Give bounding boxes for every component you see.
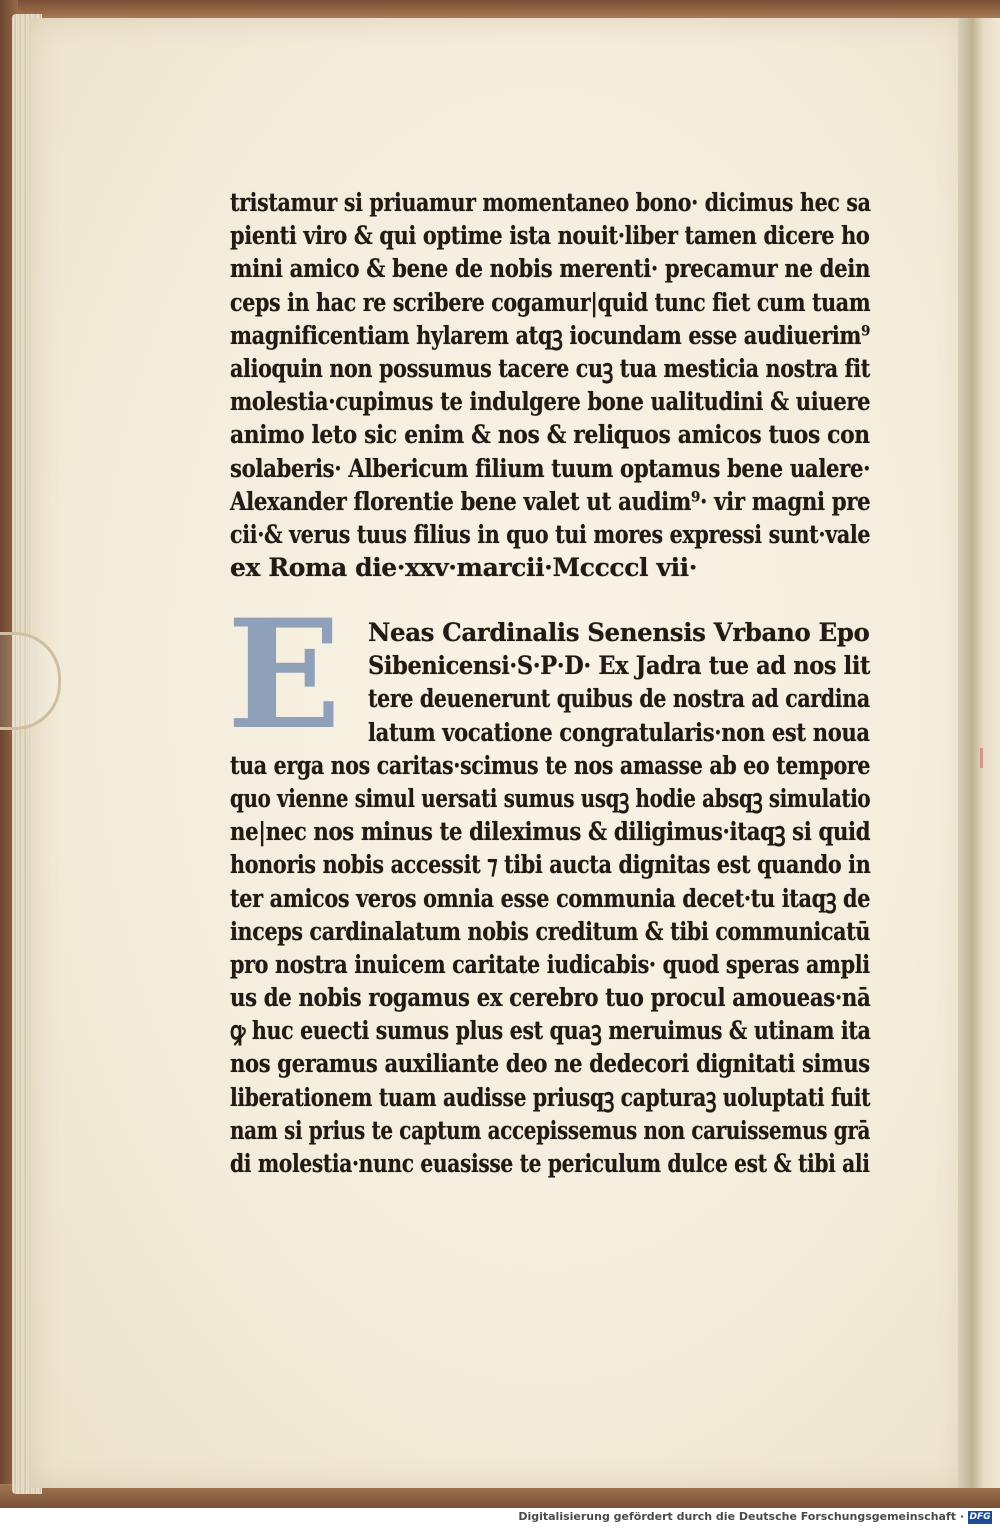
text-line: ꝙ huc euecti sumus plus est quaꝫ meruimus & utinam ita: [230, 1016, 871, 1046]
rubrication-mark: [980, 748, 983, 768]
text-line: nos geramus auxiliante deo ne dedecori dignitati simus: [230, 1049, 870, 1079]
book-gutter: [958, 18, 1000, 1488]
dfg-logo: DFG: [969, 1512, 991, 1522]
text-line: tua erga nos caritas·scimus te nos amasse ab eo tempore: [230, 750, 871, 780]
text-line: us de nobis rogamus ex cerebro tuo procul amoueas·nā: [230, 983, 871, 1013]
text-line: tristamur si priuamur momentaneo bono· dicimus hec sa: [230, 188, 871, 217]
letter-1-text: [230, 186, 870, 584]
text-line: honoris nobis accessit ⁊ tibi aucta dignitas est quando in: [230, 850, 871, 880]
text-line: ter amicos veros omnia esse communia decet·tu itaqꝫ de: [230, 883, 871, 913]
text-line: nam si prius te captum accepissemus non caruissemus grā: [230, 1115, 871, 1145]
text-line: cii·& verus tuus filius in quo tui mores expressi sunt·vale: [230, 519, 871, 549]
text-line: animo leto sic enim & nos & reliquos amicos tuos con: [230, 420, 870, 450]
text-line: solaberis· Albericum filium tuum optamus bene ualere·: [230, 453, 871, 483]
text-line: tere deuenerunt quibus de nostra ad cardina: [368, 684, 870, 714]
funding-credit: Digitalisierung gefördert durch die Deutsche Forschungsgemeinschaft ·: [518, 1510, 964, 1523]
text-line: pro nostra inuicem caritate iudicabis· quod speras ampli: [230, 949, 870, 979]
text-line: Sibenicensi·S·P·D· Ex Jadra tue ad nos lit: [368, 651, 871, 681]
text-line: mini amico & bene de nobis merenti· precamur ne dein: [230, 254, 871, 284]
digitization-footer: [0, 1508, 1000, 1528]
text-line: ceps in hac re scribere cogamur|quid tunc fiet cum tuam: [230, 287, 871, 317]
letter-2-text: [230, 616, 870, 1180]
text-line: alioquin non possumus tacere cuꝫ tua mesticia nostra fit: [230, 353, 870, 383]
text-line: latum vocatione congratularis·non est noua: [368, 717, 870, 747]
text-line: di molestia·nunc euasisse te periculum dulce est & tibi ali: [230, 1149, 870, 1178]
text-line: inceps cardinalatum nobis creditum & tibi communicatū: [230, 916, 871, 946]
show-through-mark: [690, 592, 756, 617]
text-line: liberationem tuam audisse priusqꝫ capturaꝫ uoluptati fuit: [230, 1082, 871, 1112]
text-line: pienti viro & qui optime ista nouit·liber tamen dicere ho: [230, 221, 870, 251]
text-line: ex Roma die·xxv·marcii·Mccccl vii·: [230, 553, 698, 583]
text-line: ne|nec nos minus te dileximus & diligimus·itaqꝫ si quid: [230, 817, 871, 847]
text-line: Neas Cardinalis Senensis Vrbano Epo: [368, 618, 870, 647]
text-line: quo vienne simul uersati sumus usqꝫ hodie absqꝫ simulatio: [230, 783, 871, 813]
text-line: molestia·cupimus te indulgere bone ualitudini & uiuere: [230, 387, 871, 417]
text-line: magnificentiam hylarem atqꝫ iocundam esse audiuerim⁹: [230, 320, 870, 350]
text-line: Alexander florentie bene valet ut audim⁹· vir magni pre: [230, 486, 871, 516]
decorated-initial: E: [226, 587, 342, 763]
